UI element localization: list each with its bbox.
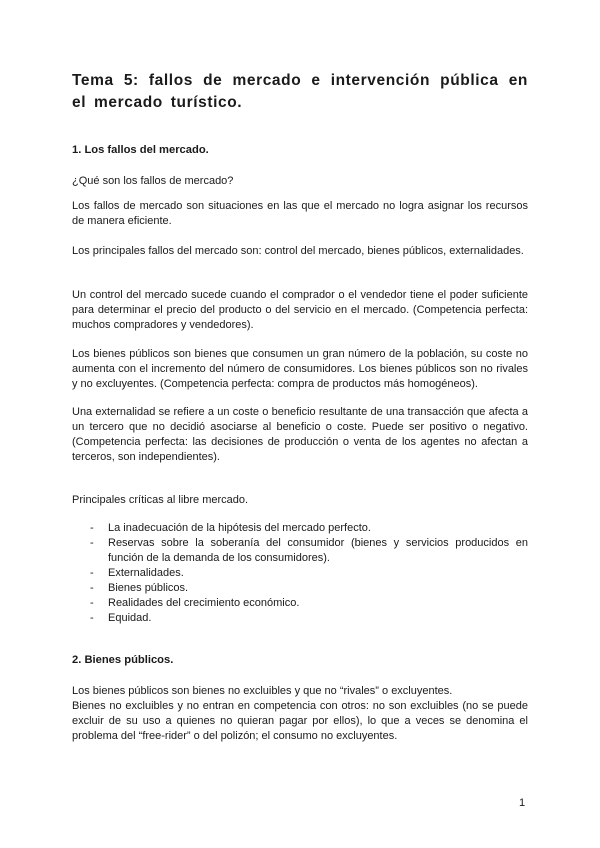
list-item: - Realidades del crecimiento económico. [90, 597, 300, 609]
paragraph-definition: Los fallos de mercado son situaciones en las que el mercado no logra asignar los recursos de manera eficiente. [72, 200, 528, 227]
list-item: - Equidad. [90, 612, 152, 624]
critics-intro: Principales críticas al libre mercado. [72, 494, 249, 506]
bullet-dash: - [90, 567, 94, 579]
section-heading-bienes-publicos: 2. Bienes públicos. [72, 654, 174, 666]
critics-list [72, 521, 528, 626]
paragraph-non-excludable: Bienes no excluibles y no entran en competencia con otros: no son excluibles (no se puede excluir de su uso a quienes no quieran pagar por ellos), lo que a veces se denomina el problema del “free-rider” o del polizón; el consumo no excluyentes. [72, 700, 528, 742]
page-number: 1 [519, 797, 526, 809]
list-item: - Bienes públicos. [90, 582, 189, 594]
intro-question: ¿Qué son los fallos de mercado? [72, 175, 234, 187]
list-item: - La inadecuación de la hipótesis del mercado perfecto. [90, 522, 371, 534]
paragraph-public-goods: Los bienes públicos son bienes que consumen un gran número de la población, su coste no aumenta con el incremento del número de consumidores. Los bienes públicos son no rivales y no excluyentes. (Competencia perfecta: compra de productos más homogéneos). [72, 348, 528, 390]
section-heading-fallos: 1. Los fallos del mercado. [72, 144, 209, 156]
bullet-dash: - [90, 612, 94, 624]
paragraph-externality: Una externalidad se refiere a un coste o beneficio resultante de una transacción que afecta a un tercero que no decidió asociarse al beneficio o coste. Puede ser positivo o negativo. (Competencia perfecta: las decisiones de producción o venta de los agentes no afectan a terceros, son independientes). [72, 406, 528, 463]
bullet-dash: - [90, 597, 94, 609]
bullet-dash: - [90, 582, 94, 594]
list-item: - Externalidades. [90, 567, 184, 579]
paragraph-market-control: Un control del mercado sucede cuando el comprador o el vendedor tiene el poder suficiente para determinar el precio del producto o del servicio en el mercado. (Competencia perfecta: muchos compradores y vendedores). [72, 289, 528, 331]
bullet-dash: - [90, 537, 94, 549]
bullet-dash: - [90, 522, 94, 534]
document-title: Tema 5: fallos de mercado e intervención pública en el mercado turístico. [72, 72, 528, 111]
paragraph-main-failures: Los principales fallos del mercado son: control del mercado, bienes públicos, externalidades. [72, 245, 524, 257]
list-item: - Reservas sobre la soberanía del consumidor (bienes y servicios producidos en función de la demanda de los consumidores). [90, 537, 528, 564]
document-page [72, 0, 528, 848]
paragraph-public-goods-def: Los bienes públicos son bienes no excluibles y que no “rivales” o excluyentes. [72, 685, 453, 697]
